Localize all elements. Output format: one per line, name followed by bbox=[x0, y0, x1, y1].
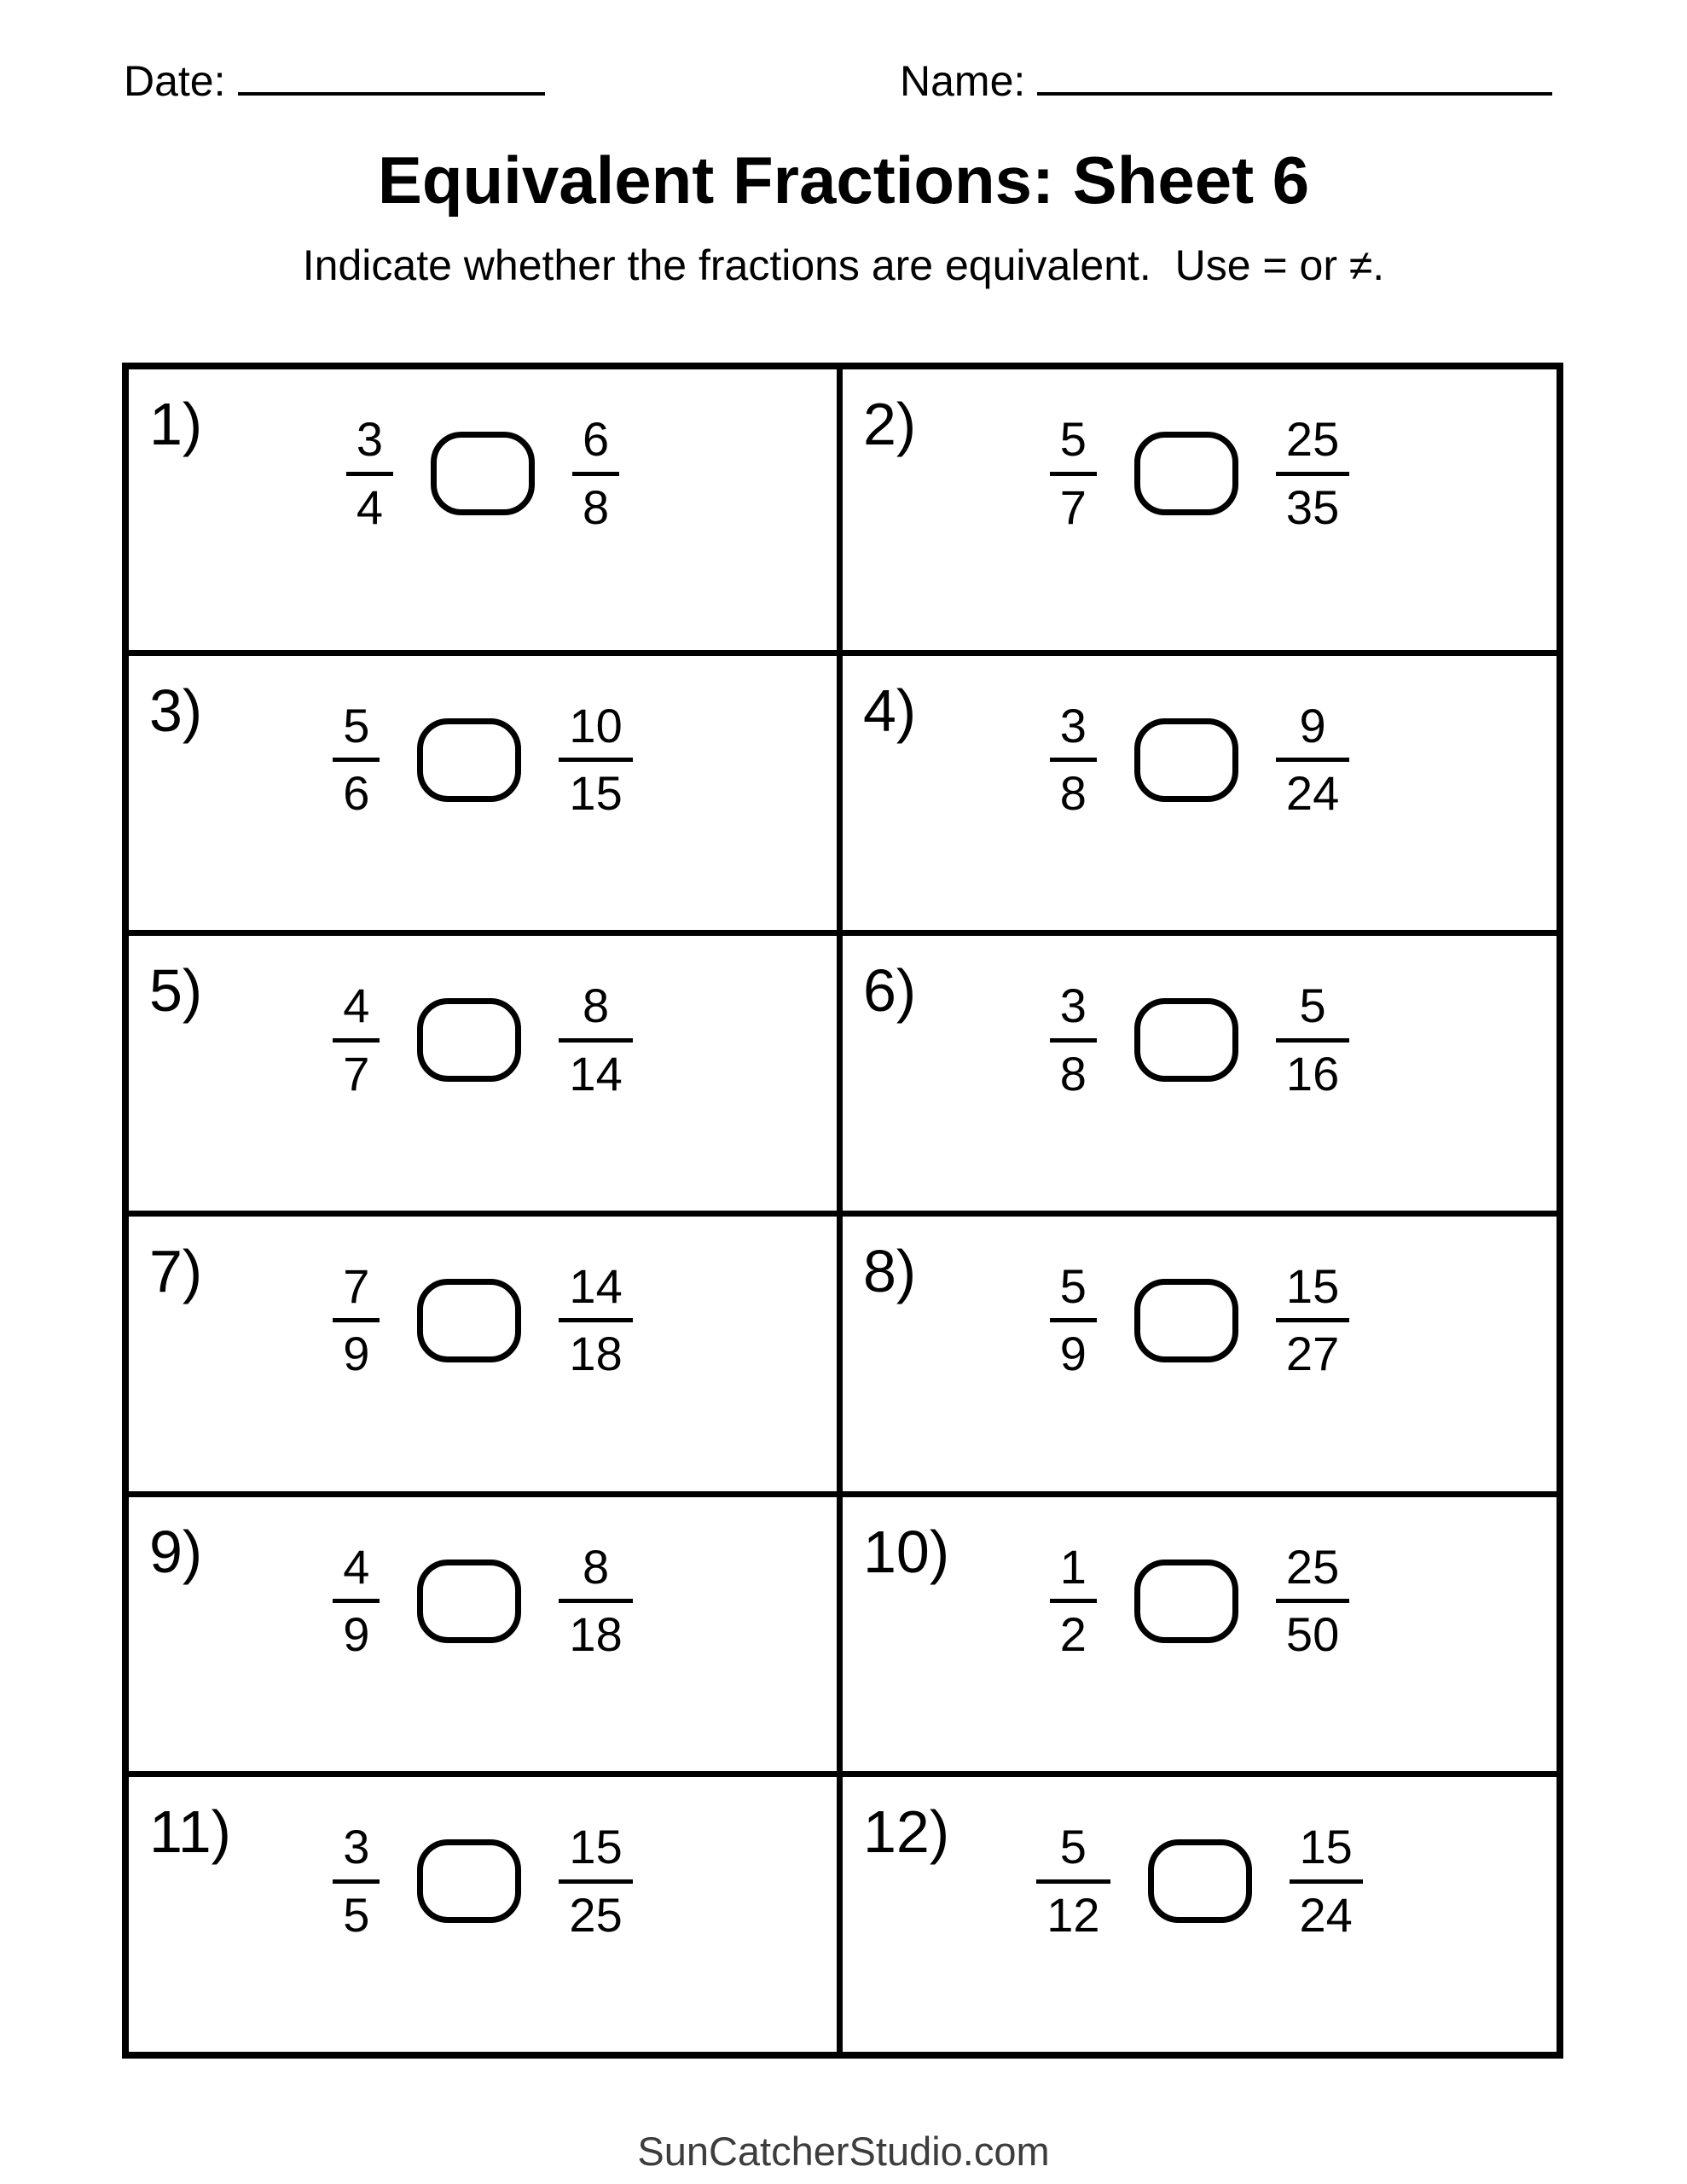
fraction-left bbox=[333, 1259, 380, 1382]
numerator: 5 bbox=[1059, 412, 1087, 467]
problem-number: 12) bbox=[863, 1798, 950, 1866]
problem-cell-7 bbox=[129, 1211, 843, 1491]
problem-cell-6 bbox=[843, 930, 1557, 1211]
fraction-right bbox=[559, 979, 632, 1101]
problem-row bbox=[129, 1813, 837, 1949]
problem-row bbox=[843, 692, 1557, 828]
fraction-left bbox=[1050, 1540, 1097, 1663]
numerator: 25 bbox=[1285, 412, 1340, 467]
date-label: Date: bbox=[124, 57, 226, 105]
numerator: 4 bbox=[343, 1539, 370, 1594]
denominator: 6 bbox=[333, 758, 380, 821]
denominator: 9 bbox=[333, 1318, 380, 1381]
fraction-right bbox=[1276, 1540, 1349, 1663]
problem-row bbox=[843, 1813, 1557, 1949]
numerator: 5 bbox=[1299, 979, 1326, 1033]
problem-number: 9) bbox=[149, 1518, 203, 1585]
fraction-left bbox=[1050, 1259, 1097, 1382]
numerator: 3 bbox=[1059, 698, 1087, 752]
problem-cell-10 bbox=[843, 1491, 1557, 1772]
instructions-text: Indicate whether the fractions are equivalent. Use = or ≠. bbox=[302, 241, 1385, 289]
numerator: 6 bbox=[583, 412, 610, 467]
problem-number: 3) bbox=[149, 677, 203, 744]
fraction-left bbox=[333, 979, 380, 1101]
answer-box[interactable] bbox=[1134, 998, 1238, 1082]
problem-number: 10) bbox=[863, 1518, 950, 1585]
problem-cell-2 bbox=[843, 369, 1557, 650]
answer-box[interactable] bbox=[417, 1839, 521, 1923]
numerator: 8 bbox=[582, 979, 610, 1033]
problem-cell-3 bbox=[129, 650, 843, 931]
answer-box[interactable] bbox=[1148, 1839, 1252, 1923]
denominator: 35 bbox=[1276, 472, 1349, 535]
name-label: Name: bbox=[900, 57, 1026, 105]
numerator: 10 bbox=[569, 698, 623, 752]
fraction-right bbox=[559, 699, 632, 822]
problem-number: 5) bbox=[149, 957, 203, 1025]
denominator: 18 bbox=[559, 1599, 632, 1662]
problem-number: 1) bbox=[149, 391, 203, 457]
denominator: 16 bbox=[1276, 1038, 1349, 1101]
problem-cell-1 bbox=[129, 369, 843, 650]
answer-box[interactable] bbox=[431, 432, 535, 515]
problem-row bbox=[843, 972, 1557, 1108]
denominator: 2 bbox=[1050, 1599, 1097, 1662]
problem-number: 7) bbox=[149, 1237, 203, 1304]
answer-box[interactable] bbox=[417, 1279, 521, 1362]
numerator: 4 bbox=[343, 979, 370, 1033]
problem-row bbox=[129, 1533, 837, 1670]
numerator: 15 bbox=[1285, 1259, 1340, 1314]
denominator: 50 bbox=[1276, 1599, 1349, 1662]
denominator: 7 bbox=[1050, 472, 1097, 535]
denominator: 8 bbox=[572, 472, 619, 535]
date-blank-line[interactable] bbox=[238, 92, 545, 96]
answer-box[interactable] bbox=[1134, 1560, 1238, 1643]
numerator: 25 bbox=[1285, 1539, 1340, 1594]
problem-cell-4 bbox=[843, 650, 1557, 931]
fraction-right bbox=[1276, 979, 1349, 1101]
numerator: 15 bbox=[1299, 1820, 1353, 1874]
denominator: 25 bbox=[559, 1879, 632, 1943]
problem-row bbox=[129, 405, 837, 542]
footer-watermark: SunCatcherStudio.com bbox=[637, 2129, 1050, 2174]
answer-box[interactable] bbox=[417, 1560, 521, 1643]
problem-number: 6) bbox=[863, 957, 917, 1025]
denominator: 24 bbox=[1290, 1879, 1363, 1943]
numerator: 7 bbox=[343, 1259, 370, 1314]
numerator: 8 bbox=[582, 1539, 610, 1594]
denominator: 4 bbox=[346, 472, 393, 535]
fraction-left bbox=[1050, 979, 1097, 1101]
numerator: 3 bbox=[1059, 979, 1087, 1033]
numerator: 3 bbox=[343, 1820, 370, 1874]
page-title: Equivalent Fractions: Sheet 6 bbox=[377, 142, 1310, 218]
numerator: 14 bbox=[569, 1259, 623, 1314]
answer-box[interactable] bbox=[1134, 432, 1238, 515]
denominator: 9 bbox=[1050, 1318, 1097, 1381]
fraction-right bbox=[1276, 1259, 1349, 1382]
denominator: 9 bbox=[333, 1599, 380, 1662]
problem-row bbox=[129, 692, 837, 828]
problem-number: 4) bbox=[863, 677, 917, 744]
problem-row bbox=[129, 972, 837, 1108]
denominator: 8 bbox=[1050, 1038, 1097, 1101]
problem-row bbox=[843, 1533, 1557, 1670]
problem-number: 11) bbox=[149, 1798, 231, 1866]
answer-box[interactable] bbox=[417, 998, 521, 1082]
fraction-left bbox=[333, 699, 380, 822]
fraction-left bbox=[333, 1540, 380, 1663]
problem-cell-8 bbox=[843, 1211, 1557, 1491]
fraction-left bbox=[346, 412, 393, 535]
fraction-left bbox=[1036, 1820, 1110, 1943]
denominator: 8 bbox=[1050, 758, 1097, 821]
problem-row bbox=[843, 405, 1557, 542]
numerator: 15 bbox=[569, 1820, 623, 1874]
numerator: 1 bbox=[1059, 1539, 1087, 1594]
problem-cell-11 bbox=[129, 1771, 843, 2052]
denominator: 5 bbox=[333, 1879, 380, 1943]
denominator: 24 bbox=[1276, 758, 1349, 821]
numerator: 3 bbox=[356, 412, 383, 467]
problem-row bbox=[843, 1252, 1557, 1389]
fraction-right bbox=[559, 1259, 632, 1382]
fraction-right bbox=[572, 412, 619, 535]
problem-cell-5 bbox=[129, 930, 843, 1211]
numerator: 5 bbox=[343, 698, 370, 752]
fraction-left bbox=[1050, 412, 1097, 535]
numerator: 5 bbox=[1059, 1259, 1087, 1314]
denominator: 15 bbox=[559, 758, 632, 821]
problems-grid bbox=[122, 363, 1563, 2059]
fraction-right bbox=[1290, 1820, 1363, 1943]
problem-number: 2) bbox=[863, 391, 917, 457]
denominator: 7 bbox=[333, 1038, 380, 1101]
fraction-right bbox=[559, 1540, 632, 1663]
denominator: 12 bbox=[1036, 1879, 1110, 1943]
fraction-right bbox=[1276, 699, 1349, 822]
problem-number: 8) bbox=[863, 1237, 917, 1304]
denominator: 14 bbox=[559, 1038, 632, 1101]
name-field-row bbox=[900, 56, 1552, 106]
name-blank-line[interactable] bbox=[1037, 92, 1552, 96]
answer-box[interactable] bbox=[417, 718, 521, 802]
answer-box[interactable] bbox=[1134, 718, 1238, 802]
fraction-right bbox=[1276, 412, 1349, 535]
denominator: 27 bbox=[1276, 1318, 1349, 1381]
fraction-left bbox=[1050, 699, 1097, 822]
numerator: 5 bbox=[1059, 1820, 1087, 1874]
date-field-row bbox=[124, 56, 545, 106]
problem-cell-9 bbox=[129, 1491, 843, 1772]
denominator: 18 bbox=[559, 1318, 632, 1381]
answer-box[interactable] bbox=[1134, 1279, 1238, 1362]
numerator: 9 bbox=[1299, 698, 1326, 752]
fraction-left bbox=[333, 1820, 380, 1943]
fraction-right bbox=[559, 1820, 632, 1943]
problem-cell-12 bbox=[843, 1771, 1557, 2052]
problem-row bbox=[129, 1252, 837, 1389]
